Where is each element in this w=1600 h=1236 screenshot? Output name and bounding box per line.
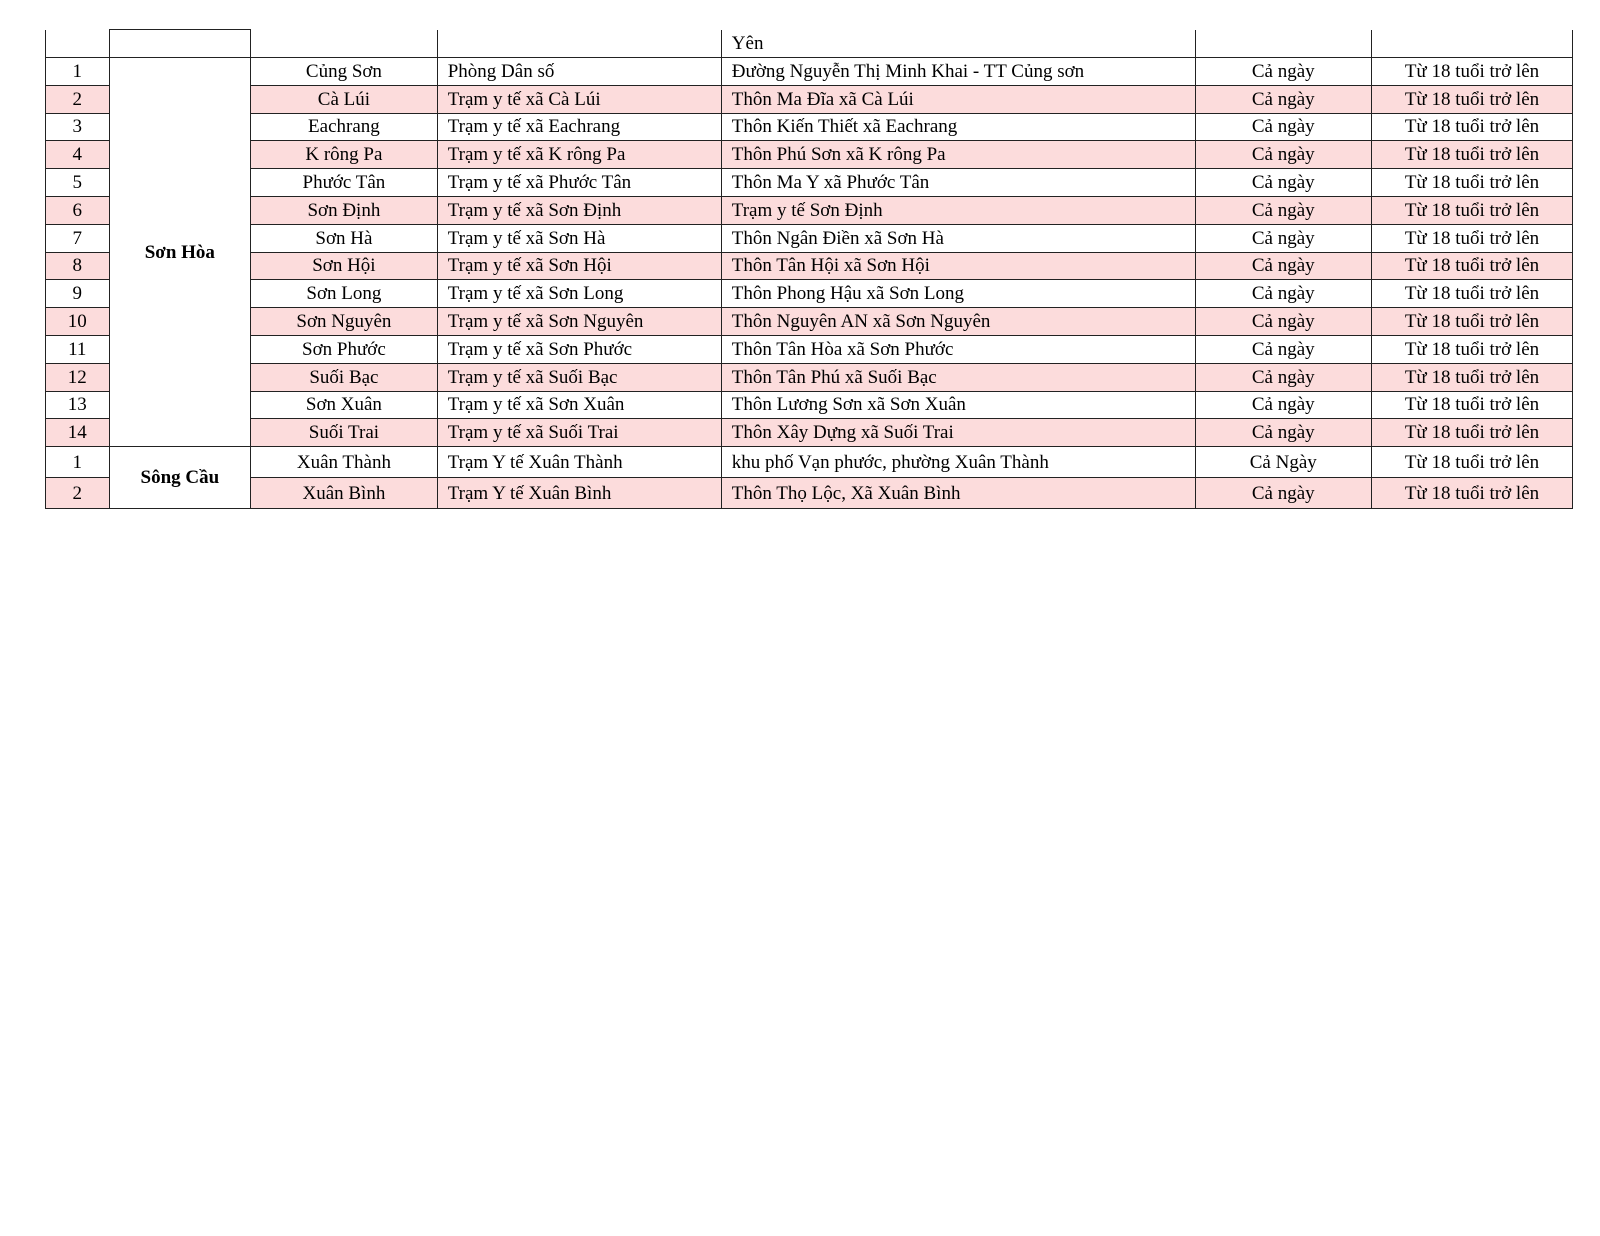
cell-address: Thôn Phong Hậu xã Sơn Long — [721, 280, 1195, 308]
cell-time: Cả ngày — [1195, 224, 1371, 252]
cell-commune: Suối Bạc — [251, 363, 438, 391]
cell-time: Cả ngày — [1195, 113, 1371, 141]
cell-no: 13 — [46, 391, 110, 419]
cell-age — [1371, 30, 1572, 58]
cell-no: 2 — [46, 478, 110, 509]
table-row — [46, 141, 1573, 169]
cell-address: Thôn Nguyên AN xã Sơn Nguyên — [721, 308, 1195, 336]
cell-commune: Sơn Phước — [251, 335, 438, 363]
table-row — [46, 169, 1573, 197]
cell-district: Sông Cầu — [109, 447, 251, 509]
cell-time: Cả ngày — [1195, 308, 1371, 336]
cell-address: Yên — [721, 30, 1195, 58]
cell-place: Trạm y tế xã Sơn Hội — [437, 252, 721, 280]
vaccination-sites-table — [45, 29, 1573, 509]
cell-address: Thôn Tân Phú xã Suối Bạc — [721, 363, 1195, 391]
cell-place: Phòng Dân số — [437, 58, 721, 86]
cell-address: Thôn Lương Sơn xã Sơn Xuân — [721, 391, 1195, 419]
cell-commune: Xuân Bình — [251, 478, 438, 509]
cell-place: Trạm y tế xã Eachrang — [437, 113, 721, 141]
cell-place: Trạm y tế xã Sơn Định — [437, 196, 721, 224]
table-row — [46, 363, 1573, 391]
cell-time: Cả ngày — [1195, 58, 1371, 86]
cell-no: 2 — [46, 85, 110, 113]
cell-time: Cả ngày — [1195, 391, 1371, 419]
table-row — [46, 447, 1573, 478]
cell-age: Từ 18 tuổi trở lên — [1371, 419, 1572, 447]
cell-place: Trạm y tế xã Cà Lúi — [437, 85, 721, 113]
cell-commune — [251, 30, 438, 58]
cell-age: Từ 18 tuổi trở lên — [1371, 141, 1572, 169]
cell-place: Trạm y tế xã Sơn Hà — [437, 224, 721, 252]
cell-age: Từ 18 tuổi trở lên — [1371, 308, 1572, 336]
cell-place: Trạm y tế xã K rông Pa — [437, 141, 721, 169]
cell-time: Cả ngày — [1195, 363, 1371, 391]
cell-age: Từ 18 tuổi trở lên — [1371, 335, 1572, 363]
cell-age: Từ 18 tuổi trở lên — [1371, 224, 1572, 252]
cell-age: Từ 18 tuổi trở lên — [1371, 58, 1572, 86]
cell-commune: Sơn Định — [251, 196, 438, 224]
table-row — [46, 478, 1573, 509]
cell-time: Cả ngày — [1195, 478, 1371, 509]
cell-no: 6 — [46, 196, 110, 224]
table-row — [46, 113, 1573, 141]
cell-district: Sơn Hòa — [109, 58, 251, 447]
cell-no — [46, 30, 110, 58]
cell-age: Từ 18 tuổi trở lên — [1371, 252, 1572, 280]
cell-age: Từ 18 tuổi trở lên — [1371, 391, 1572, 419]
cell-no: 5 — [46, 169, 110, 197]
cell-age: Từ 18 tuổi trở lên — [1371, 113, 1572, 141]
cell-place: Trạm y tế xã Sơn Nguyên — [437, 308, 721, 336]
cell-no: 8 — [46, 252, 110, 280]
cell-time: Cả ngày — [1195, 196, 1371, 224]
cell-place — [437, 30, 721, 58]
table-row — [46, 196, 1573, 224]
cell-time: Cả ngày — [1195, 85, 1371, 113]
cell-commune: Cà Lúi — [251, 85, 438, 113]
cell-commune: K rông Pa — [251, 141, 438, 169]
cell-age: Từ 18 tuổi trở lên — [1371, 196, 1572, 224]
cell-commune: Sơn Hội — [251, 252, 438, 280]
cell-place: Trạm y tế xã Sơn Phước — [437, 335, 721, 363]
cell-age: Từ 18 tuổi trở lên — [1371, 280, 1572, 308]
table-row — [46, 252, 1573, 280]
cell-address: Thôn Tân Hòa xã Sơn Phước — [721, 335, 1195, 363]
cell-no: 7 — [46, 224, 110, 252]
cell-commune: Phước Tân — [251, 169, 438, 197]
cell-address: Thôn Ma Đĩa xã Cà Lúi — [721, 85, 1195, 113]
table-row — [46, 280, 1573, 308]
cell-commune: Sơn Long — [251, 280, 438, 308]
cell-time: Cả ngày — [1195, 335, 1371, 363]
table-row — [46, 85, 1573, 113]
cell-place: Trạm y tế xã Suối Trai — [437, 419, 721, 447]
cell-time: Cả ngày — [1195, 419, 1371, 447]
table-row — [46, 308, 1573, 336]
cell-age: Từ 18 tuổi trở lên — [1371, 478, 1572, 509]
cell-address: Thôn Kiến Thiết xã Eachrang — [721, 113, 1195, 141]
cell-time — [1195, 30, 1371, 58]
cell-no: 1 — [46, 447, 110, 478]
cell-district — [109, 30, 251, 58]
cell-time: Cả ngày — [1195, 141, 1371, 169]
cell-address: Thôn Xây Dựng xã Suối Trai — [721, 419, 1195, 447]
cell-age: Từ 18 tuổi trở lên — [1371, 447, 1572, 478]
cell-commune: Sơn Hà — [251, 224, 438, 252]
cell-place: Trạm Y tế Xuân Thành — [437, 447, 721, 478]
cell-no: 1 — [46, 58, 110, 86]
cell-place: Trạm y tế xã Phước Tân — [437, 169, 721, 197]
table-row — [46, 224, 1573, 252]
cell-no: 10 — [46, 308, 110, 336]
cell-no: 11 — [46, 335, 110, 363]
cell-no: 12 — [46, 363, 110, 391]
cell-place: Trạm y tế xã Sơn Xuân — [437, 391, 721, 419]
cell-address: Trạm y tế Sơn Định — [721, 196, 1195, 224]
cell-time: Cả ngày — [1195, 252, 1371, 280]
cell-no: 9 — [46, 280, 110, 308]
cell-place: Trạm y tế xã Suối Bạc — [437, 363, 721, 391]
cell-commune: Củng Sơn — [251, 58, 438, 86]
cell-address: khu phố Vạn phước, phường Xuân Thành — [721, 447, 1195, 478]
cell-address: Đường Nguyễn Thị Minh Khai - TT Củng sơn — [721, 58, 1195, 86]
cell-time: Cả ngày — [1195, 169, 1371, 197]
cell-address: Thôn Thọ Lộc, Xã Xuân Bình — [721, 478, 1195, 509]
table-row — [46, 58, 1573, 86]
cell-no: 4 — [46, 141, 110, 169]
table-row — [46, 335, 1573, 363]
cell-place: Trạm Y tế Xuân Bình — [437, 478, 721, 509]
cell-age: Từ 18 tuổi trở lên — [1371, 85, 1572, 113]
cell-address: Thôn Ma Y xã Phước Tân — [721, 169, 1195, 197]
cell-commune: Sơn Xuân — [251, 391, 438, 419]
cell-age: Từ 18 tuổi trở lên — [1371, 363, 1572, 391]
cell-no: 3 — [46, 113, 110, 141]
cell-commune: Sơn Nguyên — [251, 308, 438, 336]
cell-time: Cả Ngày — [1195, 447, 1371, 478]
cell-commune: Xuân Thành — [251, 447, 438, 478]
cell-no: 14 — [46, 419, 110, 447]
cell-time: Cả ngày — [1195, 280, 1371, 308]
table-row — [46, 419, 1573, 447]
table-row — [46, 391, 1573, 419]
cell-place: Trạm y tế xã Sơn Long — [437, 280, 721, 308]
cell-address: Thôn Ngân Điền xã Sơn Hà — [721, 224, 1195, 252]
continued-row — [46, 30, 1573, 58]
cell-age: Từ 18 tuổi trở lên — [1371, 169, 1572, 197]
cell-address: Thôn Phú Sơn xã K rông Pa — [721, 141, 1195, 169]
cell-commune: Suối Trai — [251, 419, 438, 447]
cell-address: Thôn Tân Hội xã Sơn Hội — [721, 252, 1195, 280]
cell-commune: Eachrang — [251, 113, 438, 141]
